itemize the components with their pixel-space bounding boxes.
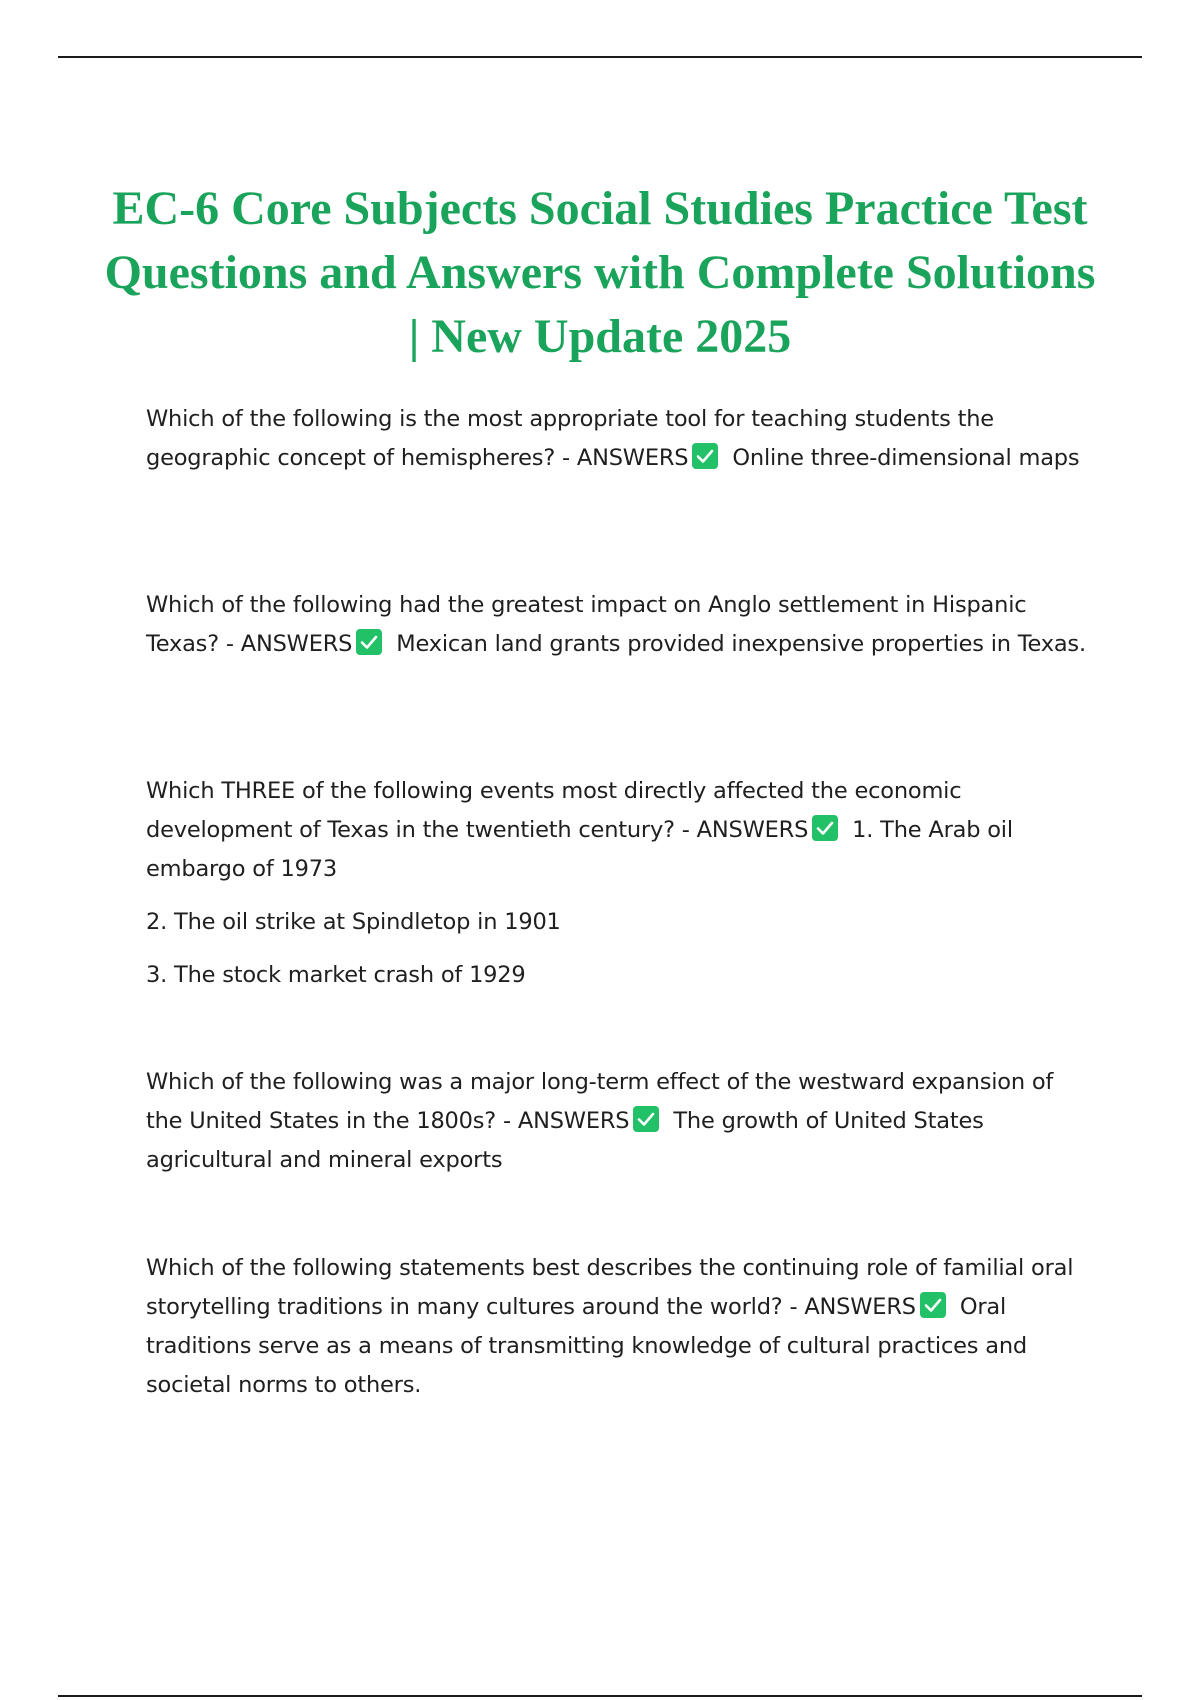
answer-text: Online three-dimensional maps (732, 445, 1080, 471)
check-box-icon (356, 629, 382, 655)
question-text: Which of the following had the greatest impact on Anglo settlement in Hispanic Texas? - ANSWERS (146, 592, 1027, 657)
question-text: Which of the following is the most appropriate tool for teaching students the geographic concept of hemispheres? - ANSWERS (146, 406, 994, 471)
document-title: EC-6 Core Subjects Social Studies Practice Test Questions and Answers with Complete Solutions | New Update 2025 (104, 182, 1096, 364)
qa-text (146, 1063, 1091, 1180)
answer-text: 1. The Arab oil embargo of 1973 (146, 817, 1013, 882)
answer-text: Oral traditions serve as a means of transmitting knowledge of cultural practices and societal norms to others. (146, 1294, 1027, 1398)
qa-text (146, 772, 1091, 889)
qa-text (146, 400, 1091, 478)
top-rule (58, 56, 1142, 58)
question-text: Which THREE of the following events most directly affected the economic development of Texas in the twentieth century? - ANSWERS (146, 778, 962, 843)
answer-text: The growth of United States agricultural and mineral exports (146, 1108, 984, 1173)
qa-item-1 (146, 400, 1091, 478)
answer-continuation: 2. The oil strike at Spindletop in 1901 (146, 909, 561, 935)
answer-continuation: 3. The stock market crash of 1929 (146, 962, 526, 988)
question-text: Which of the following was a major long-term effect of the westward expansion of the United States in the 1800s? - ANSWERS (146, 1069, 1054, 1134)
qa-text (146, 586, 1091, 664)
check-box-icon (633, 1106, 659, 1132)
qa-text (146, 1249, 1091, 1405)
question-text: Which of the following statements best describes the continuing role of familial oral storytelling traditions in many cultures around the world? - ANSWERS (146, 1255, 1074, 1320)
qa-item-3 (146, 772, 1091, 995)
check-box-icon (812, 815, 838, 841)
qa-item-5 (146, 1249, 1091, 1405)
check-box-icon (692, 443, 718, 469)
answer-text: Mexican land grants provided inexpensive properties in Texas. (396, 631, 1086, 657)
qa-item-4 (146, 1063, 1091, 1180)
bottom-rule (58, 1695, 1142, 1697)
qa-item-2 (146, 586, 1091, 664)
check-box-icon (920, 1292, 946, 1318)
